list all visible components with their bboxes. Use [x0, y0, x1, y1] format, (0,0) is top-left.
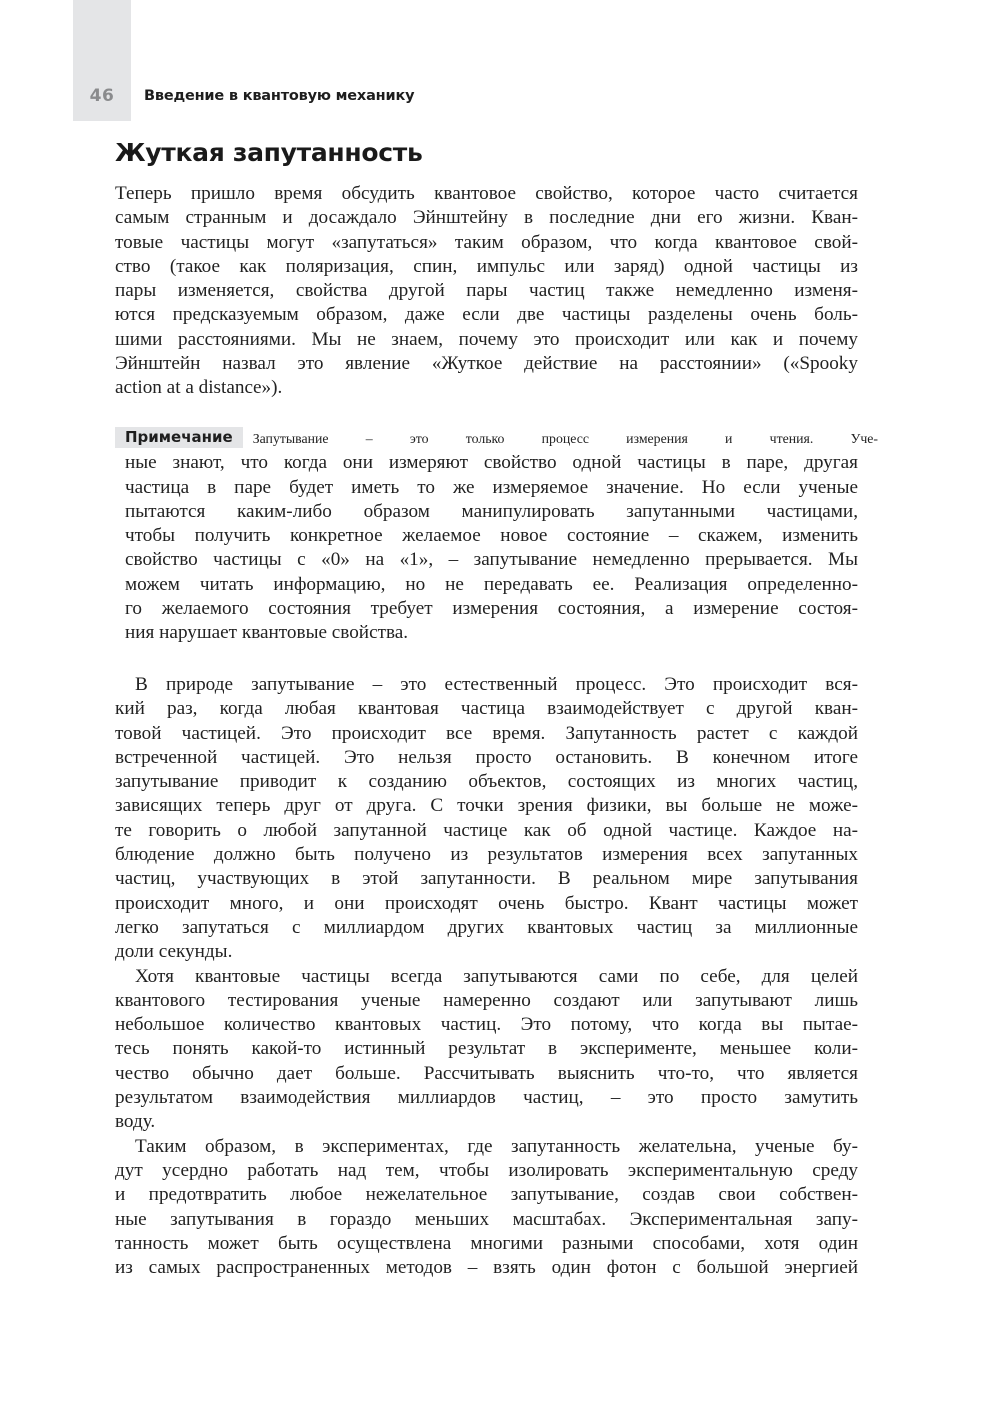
text-line: из самых распространенных методов – взять один фотон с большой энергией: [115, 1257, 858, 1279]
text-line: происходит много, и они происходят очень быстро. Квант частицы может: [115, 892, 858, 914]
note-block: [115, 427, 878, 646]
text-line: Таким образом, в экспериментах, где запутанность желательна, ученые бу-: [135, 1135, 858, 1157]
text-line: самым странным и досаждало Эйнштейну в последние дни его жизни. Кван-: [115, 207, 858, 229]
text-line: зависящих теперь друг от друга. С точки зрения физики, вы больше не може-: [115, 795, 858, 817]
text-line: свойство частицы с «0» на «1», – запутывание немедленно прерывается. Мы: [125, 549, 858, 571]
text-line: доли секунды.: [115, 941, 233, 963]
text-line: и предотвратить любое нежелательное запутывание, создав свои собствен-: [115, 1184, 858, 1206]
text-line: Запутывание – это только процесс измерения и чтения. Уче-: [252, 431, 878, 446]
text-line: В природе запутывание – это естественный процесс. Это происходит вся-: [135, 674, 858, 695]
text-line: Хотя квантовые частицы всегда запутываются сами по себе, для целей: [135, 965, 858, 987]
text-line: встреченной частицей. Это нельзя просто остановить. В конечном итоге: [115, 746, 858, 768]
text-line: тесь понять какой-то истинный результат в эксперименте, меньшее коли-: [115, 1038, 858, 1060]
text-line: запутывание приводит к созданию объектов, состоящих из многих частиц,: [115, 771, 858, 793]
page-number: 46: [89, 86, 115, 106]
text-line: частиц, участвующих в этой запутанности. В реальном мире запутывания: [115, 868, 858, 890]
text-line: кий раз, когда любая квантовая частица взаимодействует с другой кван-: [115, 698, 858, 720]
text-line: ные знают, что когда они измеряют свойство одной частицы в паре, другая: [125, 452, 858, 474]
text-line: ния нарушает квантовые свойства.: [125, 622, 409, 644]
paragraph-2: [115, 673, 858, 965]
text-line: ются предсказуемым образом, даже если две частицы разделены очень боль-: [115, 304, 858, 326]
note-first-line: [105, 427, 878, 451]
running-head: Введение в квантовую механику: [144, 88, 415, 104]
note-label: Примечание: [115, 427, 243, 448]
section-title: Жуткая запутанность: [115, 138, 423, 167]
text-line: ные запутывания в гораздо меньших масштабах. Экспериментальная запу-: [115, 1208, 858, 1230]
text-line: легко запутаться с миллиардом других квантовых частиц за миллионные: [115, 916, 858, 938]
text-line: блюдение должно быть получено из результатов измерения всех запутанных: [115, 844, 858, 866]
text-line: воду.: [115, 1111, 156, 1133]
text-line: товые частицы могут «запутаться» таким образом, что когда квантовое свой-: [115, 231, 858, 253]
text-line: танность может быть осуществлена многими разными способами, хотя один: [115, 1232, 858, 1254]
paragraph-4: [115, 1135, 858, 1281]
text-line: небольшое количество квантовых частиц. Это потому, что когда вы пытае-: [115, 1014, 858, 1036]
paragraph-3: [115, 965, 858, 1135]
text-line: можем читать информацию, но не передавать ее. Реализация определенно-: [125, 573, 858, 595]
text-line: квантового тестирования ученые намеренно создают или запутывают лишь: [115, 989, 858, 1011]
text-line: го желаемого состояния требует измерения состояния, а измерение состоя-: [125, 598, 858, 620]
paragraph-1: [115, 182, 858, 401]
text-line: результатом взаимодействия миллиардов частиц, – это просто замутить: [115, 1087, 858, 1109]
text-line: частица в паре будет иметь то же измеряемое значение. Но если ученые: [125, 476, 858, 498]
text-line: пытаются каким-либо образом манипулировать запутанными частицами,: [125, 500, 858, 522]
text-line: пары изменяется, свойства другой пары частиц также немедленно изменя-: [115, 280, 858, 302]
text-line: товой частицей. Это происходит все время. Запутанность растет с каждой: [115, 722, 858, 744]
text-line: чтобы получить конкретное желаемое новое состояние – скажем, изменить: [125, 525, 858, 547]
text-line: те говорить о любой запутанной частице как об одной частице. Каждое на-: [115, 819, 858, 841]
text-line: ство (такое как поляризация, спин, импульс или заряд) одной частицы из: [115, 255, 858, 277]
text-line: дут усердно работать над тем, чтобы изолировать экспериментальную среду: [115, 1159, 858, 1181]
text-line: Эйнштейн назвал это явление «Жуткое действие на расстоянии» («Spooky: [115, 353, 858, 375]
body-text: [115, 673, 858, 1280]
text-line: шими расстояниями. Мы не знаем, почему это происходит или как и почему: [115, 328, 858, 350]
text-line: action at a distance»).: [115, 377, 283, 399]
text-line: чество обычно дает больше. Рассчитывать выяснить что-то, что является: [115, 1062, 858, 1084]
text-line: Теперь пришло время обсудить квантовое свойство, которое часто считается: [115, 183, 858, 204]
